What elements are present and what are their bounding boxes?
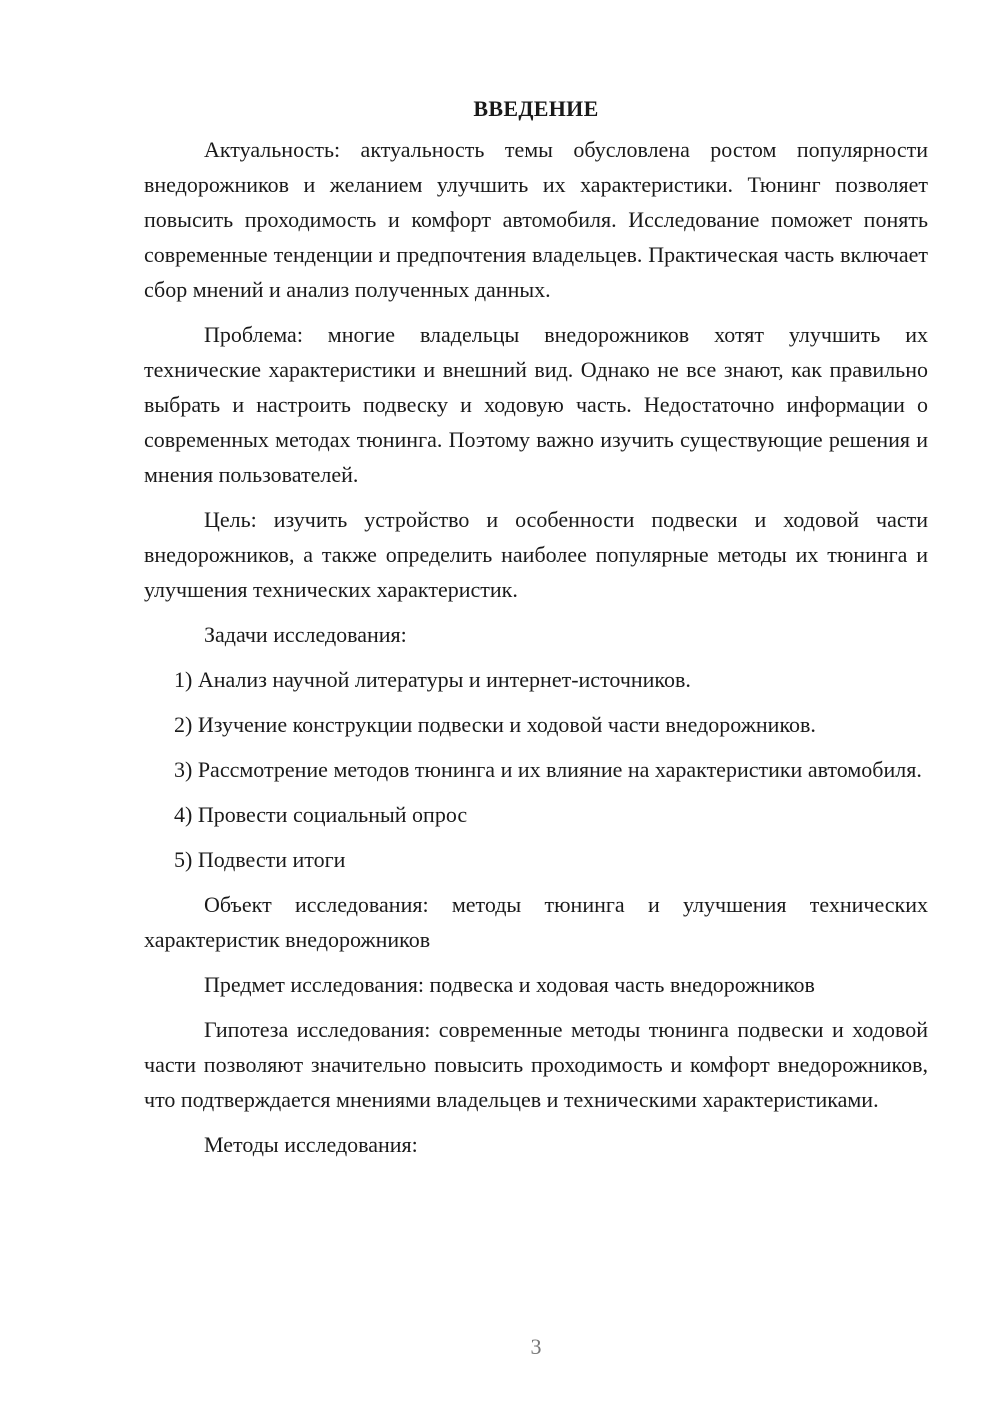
task-item-5: 5) Подвести итоги [174,847,346,872]
methods-heading: Методы исследования: [204,1132,418,1157]
relevance-paragraph: Актуальность: актуальность темы обусловлена ростом популярности внедорожников и желанием улучшить их характеристики. Тюнинг позволяет повысить проходимость и комфорт автомобиля. Исследование поможет понять современные тенденции и предпочтения владельцев. Практическая часть включает сбор мнений и анализ полученных данных. [144,137,928,302]
task-item-4: 4) Провести социальный опрос [174,802,468,827]
page-number: 3 [530,1334,542,1359]
object-paragraph: Объект исследования: методы тюнинга и улучшения технических характеристик внедорожников [144,892,928,952]
hypothesis-paragraph: Гипотеза исследования: современные методы тюнинга подвески и ходовой части позволяют значительно повысить проходимость и комфорт внедорожников, что подтверждается мнениями владельцев и техническими характеристиками. [144,1017,928,1112]
subject-paragraph: Предмет исследования: подвеска и ходовая часть внедорожников [204,972,815,997]
tasks-heading: Задачи исследования: [204,622,407,647]
task-item-3: 3) Рассмотрение методов тюнинга и их влияние на характеристики автомобиля. [174,757,922,782]
document-page [144,94,928,1172]
task-item-1: 1) Анализ научной литературы и интернет-источников. [174,667,691,692]
problem-paragraph: Проблема: многие владельцы внедорожников хотят улучшить их технические характеристики и внешний вид. Однако не все знают, как правильно выбрать и настроить подвеску и ходовую часть. Недостаточно информации о современных методах тюнинга. Поэтому важно изучить существующие решения и мнения пользователей. [144,322,928,487]
task-item-2: 2) Изучение конструкции подвески и ходовой части внедорожников. [174,712,816,737]
page-title: ВВЕДЕНИЕ [473,96,599,121]
goal-paragraph: Цель: изучить устройство и особенности подвески и ходовой части внедорожников, а также определить наиболее популярные методы их тюнинга и улучшения технических характеристик. [144,507,928,602]
